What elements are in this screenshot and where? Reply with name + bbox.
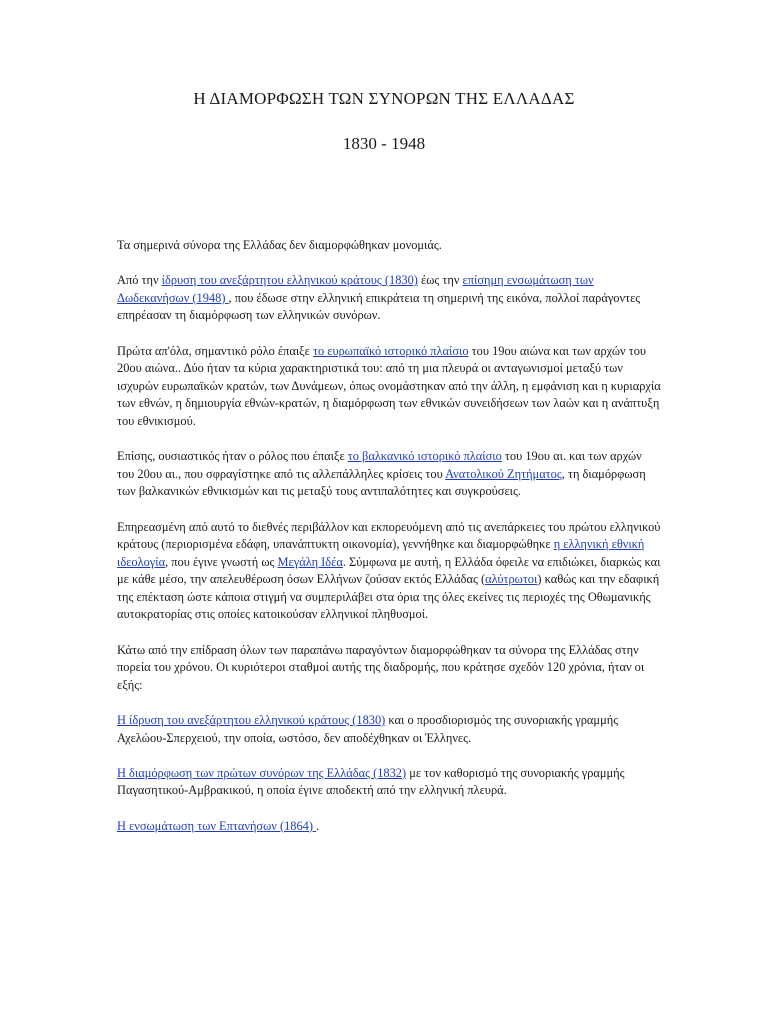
paragraph-milestones-intro: Κάτω από την επίδραση όλων των παραπάνω παραγόντων διαμορφώθηκαν τα σύνορα της Ελλάδας στην πορεία του χρόνου. Οι κυριότεροι σταθμοί αυτής της διαδρομής, που κράτησε σχεδόν 120 χρόνια, ήταν οι εξής: xyxy=(117,642,645,692)
paragraph-milestone-1832: Η διαμόρφωση των πρώτων συνόρων της Ελλάδας (1832) με τον καθορισμό της συνοριακής γραμμής Παγασητικού-Αμβρακικού, η οποία έγινε αποδεκτή από την ελληνική πλευρά. xyxy=(117,765,625,798)
paragraph-great-idea: Επηρεασμένη από αυτό το διεθνές περιβάλλον και εκπορευόμενη από τις ανεπάρκειες του πρώτου ελληνικού κράτους (περιορισμένα εδάφη, υπανάπτυκτη οικονομία), γεννήθηκε και διαμορφώθηκε η ελληνική εθνική ιδεολογία, που έγινε γνωστή ως Μεγάλη Ιδέα. Σύμφωνα με αυτή, η Ελλάδα όφειλε να επιδιώκει, διαρκώς και με κάθε μέσο, την απελευθέρωση όσων Ελλήνων ζούσαν εκτός Ελλάδας (αλύτρωτοι) καθώς και την εδαφική της επέκταση ώστε κάποια στιγμή να συμπεριλάβει στα όρια της όλες εκείνες τις περιοχές της Οθωμανικής αυτοκρατορίας στις οποίες κατοικούσαν ελληνικοί πληθυσμοί. xyxy=(117,519,661,622)
paragraph-balkan-context: Επίσης, ουσιαστικός ήταν ο ρόλος που έπαιξε το βαλκανικό ιστορικό πλαίσιο του 19ου αι. και των αρχών του 20ου αι., που σφραγίστηκε από τις αλλεπάλληλες κρίσεις του Ανατολικού Ζητήματος, τη διαμόρφωση των βαλκανικών εθνικισμών και τις μεταξύ τους αντιπαλότητες και συγκρούσεις. xyxy=(117,449,646,499)
link-milestone-1832[interactable]: Η διαμόρφωση των πρώτων συνόρων της Ελλάδας (1832) xyxy=(117,765,407,780)
link-eastern-question[interactable]: Ανατολικού Ζητήματος xyxy=(445,466,562,481)
link-national-ideology[interactable]: η ελληνική εθνική ιδεολογία xyxy=(117,537,645,569)
link-founding-1830[interactable]: ίδρυση του ανεξάρτητου ελληνικού κράτους (1830) xyxy=(161,273,418,288)
link-megali-idea[interactable]: Μεγάλη Ιδέα xyxy=(277,554,343,569)
link-balkan-context[interactable]: το βαλκανικό ιστορικό πλαίσιο xyxy=(347,449,502,464)
paragraph-european-context: Πρώτα απ'όλα, σημαντικό ρόλο έπαιξε το ευρωπαϊκό ιστορικό πλαίσιο του 19ου αιώνα και των αρχών του 20ου αιώνα.. Δύο ήταν τα κύρια χαρακτηριστικά του: από τη μια πλευρά οι ανταγωνισμοί μεταξύ των ισχυρών ευρωπαϊκών κρατών, των Δυνάμεων, όπως ονομάστηκαν από την άλλη, η εμφάνιση και η κυριαρχία των εθνών, η δημιουργία εθνών-κρατών, η διαμόρφωση των εθνικών συνειδήσεων των λαών και η ανάπτυξη του εθνικισμού. xyxy=(117,343,661,428)
link-dodecanese-1948[interactable]: επίσημη ενσωμάτωση των Δωδεκανήσων (1948) xyxy=(117,273,594,305)
link-milestone-1864[interactable]: Η ενσωμάτωση των Επτανήσων (1864) xyxy=(117,818,317,833)
page-title: Η ΔΙΑΜΟΡΦΩΣΗ ΤΩΝ ΣΥΝΟΡΩΝ ΤΗΣ ΕΛΛΑΔΑΣ xyxy=(193,89,575,108)
paragraph-intro: Τα σημερινά σύνορα της Ελλάδας δεν διαμορφώθηκαν μονομιάς. xyxy=(117,238,442,252)
link-milestone-1830[interactable]: Η ίδρυση του ανεξάρτητου ελληνικού κράτους (1830) xyxy=(117,713,386,728)
paragraph-overview: Από την ίδρυση του ανεξάρτητου ελληνικού κράτους (1830) έως την επίσημη ενσωμάτωση των Δωδεκανήσων (1948) , που έδωσε στην ελληνική επικράτεια τη σημερινή της εικόνα, πολλοί παράγοντες επηρέασαν τη διαμόρφωση των ελληνικών συνόρων. xyxy=(117,273,641,323)
link-alytrotoi[interactable]: αλύτρωτοι xyxy=(485,572,538,587)
paragraph-milestone-1830: Η ίδρυση του ανεξάρτητου ελληνικού κράτους (1830) και ο προσδιορισμός της συνοριακής γραμμής Αχελώου-Σπερχειού, την οποία, ωστόσο, δεν αποδέχθηκαν οι Έλληνες. xyxy=(117,713,619,745)
page-subtitle: 1830 - 1948 xyxy=(342,134,426,153)
link-european-context[interactable]: το ευρωπαϊκό ιστορικό πλαίσιο xyxy=(313,343,469,358)
document-body xyxy=(117,237,662,853)
paragraph-milestone-1864: Η ενσωμάτωση των Επτανήσων (1864) . xyxy=(117,818,320,833)
